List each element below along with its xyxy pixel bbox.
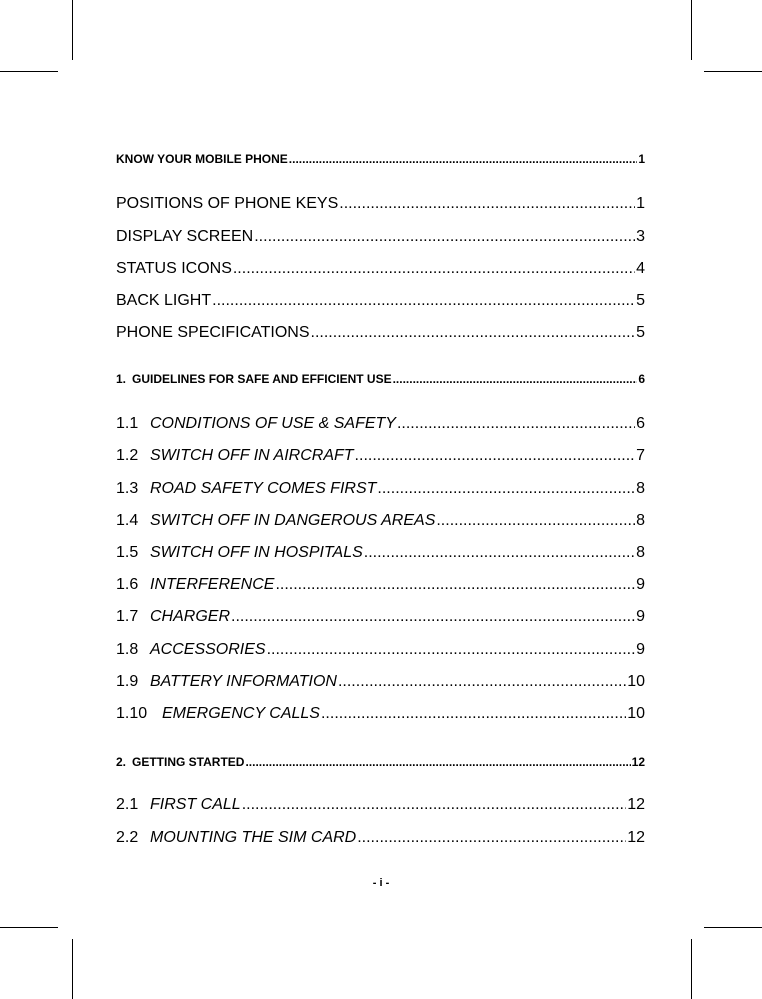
toc-page-number: 9 (636, 576, 645, 593)
toc-section-number: 1.6 (116, 576, 139, 593)
toc-entry-title: CONDITIONS OF USE & SAFETY (150, 415, 396, 432)
toc-chapter-entry[interactable] (116, 754, 645, 770)
toc-page-number: 12 (627, 829, 645, 846)
toc-entry-title: FIRST CALL (150, 796, 241, 813)
dot-leader (289, 151, 638, 167)
toc-chapter-entry[interactable] (116, 151, 645, 167)
toc-entry[interactable] (116, 290, 645, 312)
toc-page-number: 1 (638, 152, 645, 166)
dot-leader (267, 639, 636, 661)
toc-entry[interactable] (116, 542, 645, 564)
toc-section-number: 1.7 (116, 608, 139, 625)
toc-entry-title: EMERGENCY CALLS (162, 705, 320, 722)
dot-leader (338, 671, 626, 693)
toc-entry[interactable] (116, 827, 645, 849)
dot-leader (233, 258, 635, 280)
toc-entry-title: SWITCH OFF IN HOSPITALS (150, 544, 363, 561)
toc-entry[interactable] (116, 226, 645, 248)
crop-mark (704, 927, 762, 928)
toc-entry-title: PHONE SPECIFICATIONS (116, 324, 310, 341)
dot-leader (339, 193, 635, 215)
toc-page-number: 4 (636, 260, 645, 277)
toc-section-number: 1.1 (116, 415, 139, 432)
toc-entry[interactable] (116, 478, 645, 500)
dot-leader (364, 542, 635, 564)
toc-entry[interactable] (116, 574, 645, 596)
toc-section-number: 2.2 (116, 829, 139, 846)
toc-entry-title: POSITIONS OF PHONE KEYS (116, 195, 339, 212)
crop-mark (691, 0, 692, 60)
toc-entry-title: BATTERY INFORMATION (150, 673, 337, 690)
toc-section-number: 1.10 (116, 705, 148, 722)
toc-entry-title: BACK LIGHT (116, 292, 212, 309)
toc-page-number: 7 (636, 447, 645, 464)
dot-leader (397, 413, 635, 435)
toc-entry-title: KNOW YOUR MOBILE PHONE (116, 152, 288, 166)
toc-chapter-number: 2. (116, 755, 127, 769)
crop-mark (72, 0, 73, 60)
page-number-footer: - i - (372, 877, 390, 889)
dot-leader (311, 322, 636, 344)
dot-leader (275, 574, 635, 596)
toc-entry-title: DISPLAY SCREEN (116, 228, 254, 245)
toc-page-number: 12 (631, 755, 645, 769)
dot-leader (231, 606, 635, 628)
dot-leader (254, 226, 635, 248)
dot-leader (436, 510, 635, 532)
toc-entry[interactable] (116, 322, 645, 344)
toc-chapter-number: 1. (116, 372, 127, 386)
toc-entry[interactable] (116, 413, 645, 435)
toc-page-number: 8 (636, 512, 645, 529)
crop-mark (0, 71, 58, 72)
toc-page-number: 6 (636, 415, 645, 432)
toc-page-number: 5 (636, 324, 645, 341)
toc-entry[interactable] (116, 445, 645, 467)
dot-leader (357, 827, 626, 849)
crop-mark (0, 927, 58, 928)
toc-page-number: 3 (636, 228, 645, 245)
toc-page-number: 10 (627, 705, 645, 722)
dot-leader (242, 794, 627, 816)
toc-entry[interactable] (116, 510, 645, 532)
dot-leader (212, 290, 635, 312)
toc-section-number: 1.2 (116, 447, 139, 464)
toc-entry[interactable] (116, 794, 645, 816)
toc-entry[interactable] (116, 639, 645, 661)
dot-leader (393, 371, 638, 387)
toc-entry[interactable] (116, 703, 645, 725)
toc-page-number: 6 (638, 372, 645, 386)
toc-entry-title: MOUNTING THE SIM CARD (150, 829, 357, 846)
toc-entry-title: INTERFERENCE (150, 576, 275, 593)
dot-leader (355, 445, 636, 467)
toc-page-number: 8 (636, 544, 645, 561)
toc-entry-title: GUIDELINES FOR SAFE AND EFFICIENT USE (132, 372, 392, 386)
dot-leader (377, 478, 635, 500)
toc-entry-title: ACCESSORIES (150, 641, 266, 658)
toc-section-number: 1.8 (116, 641, 139, 658)
toc-entry[interactable] (116, 193, 645, 215)
dot-leader (245, 754, 630, 770)
toc-entry-title: ROAD SAFETY COMES FIRST (150, 480, 377, 497)
crop-mark (72, 939, 73, 999)
dot-leader (321, 703, 626, 725)
toc-page-number: 10 (627, 673, 645, 690)
toc-page-number: 1 (636, 195, 645, 212)
toc-page-number: 5 (636, 292, 645, 309)
crop-mark (704, 71, 762, 72)
toc-section-number: 1.5 (116, 544, 139, 561)
toc-entry-title: STATUS ICONS (116, 260, 232, 277)
toc-page-number: 9 (636, 641, 645, 658)
toc-entry-title: SWITCH OFF IN AIRCRAFT (150, 447, 354, 464)
toc-page-number: 12 (627, 796, 645, 813)
toc-section-number: 1.3 (116, 480, 139, 497)
crop-mark (691, 939, 692, 999)
toc-entry[interactable] (116, 671, 645, 693)
toc-entry-title: CHARGER (150, 608, 231, 625)
toc-entry[interactable] (116, 606, 645, 628)
toc-chapter-entry[interactable] (116, 371, 645, 387)
toc-page-number: 8 (636, 480, 645, 497)
toc-page-number: 9 (636, 608, 645, 625)
toc-section-number: 1.4 (116, 512, 139, 529)
toc-section-number: 2.1 (116, 796, 139, 813)
toc-entry-title: GETTING STARTED (132, 755, 245, 769)
toc-section-number: 1.9 (116, 673, 139, 690)
toc-entry-title: SWITCH OFF IN DANGEROUS AREAS (150, 512, 436, 529)
toc-entry[interactable] (116, 258, 645, 280)
